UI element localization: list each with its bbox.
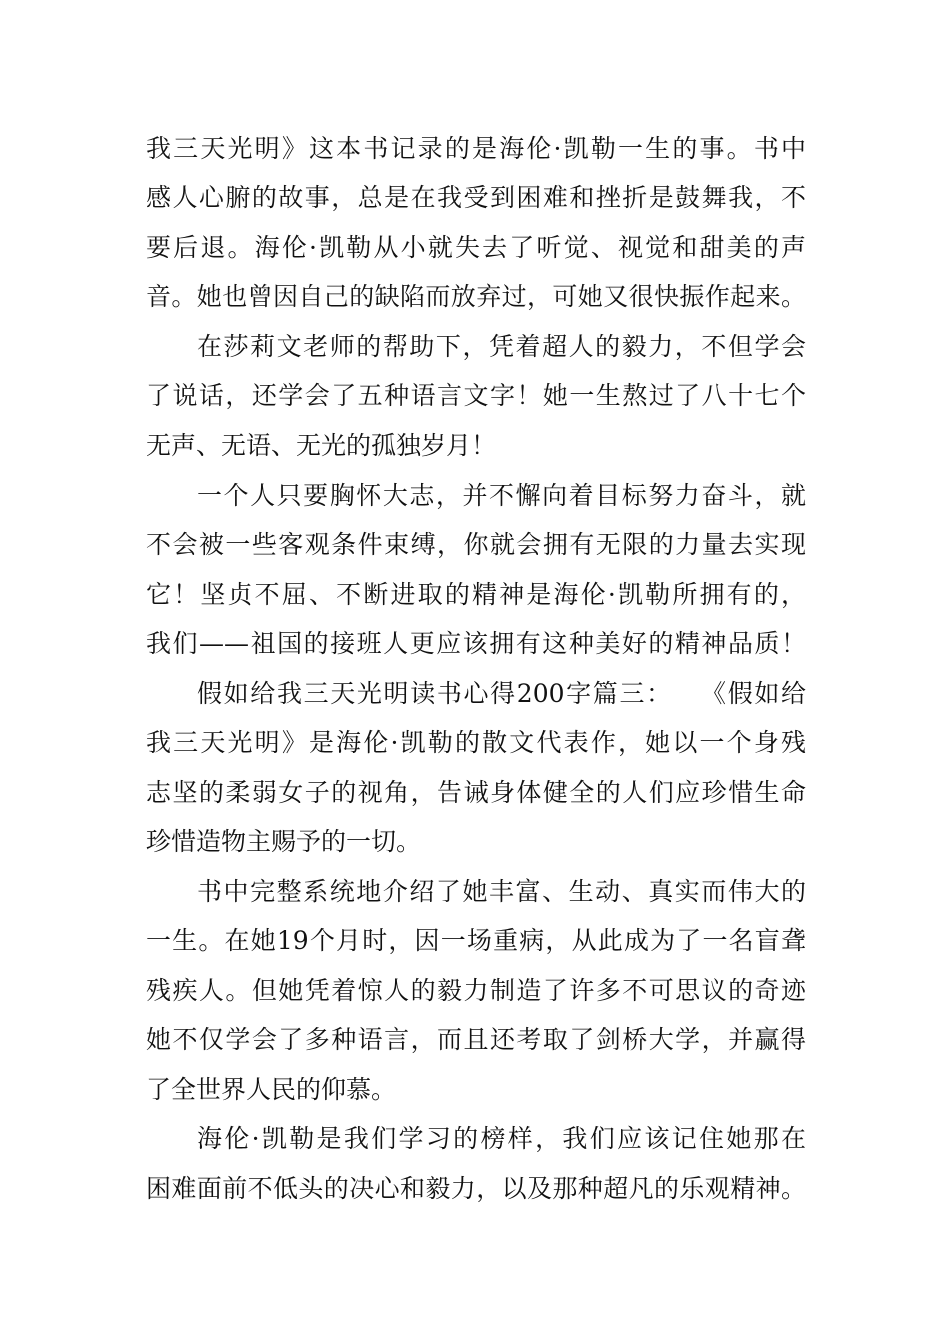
paragraph-first-line: 假如给我三天光明读书心得200字篇三： 《假如给	[197, 679, 806, 708]
text-line: 一生。在她19个月时，因一场重病，从此成为了一名盲聋	[146, 926, 806, 955]
text-line: 音。她也曾因自己的缺陷而放弃过，可她又很快振作起来。	[146, 282, 806, 311]
text-line: 了全世界人民的仰慕。	[146, 1075, 397, 1104]
text-line: 残疾人。但她凭着惊人的毅力制造了许多不可思议的奇迹	[146, 976, 806, 1005]
text-line: 感人心腑的故事，总是在我受到困难和挫折是鼓舞我，不	[146, 183, 806, 212]
text-line: 珍惜造物主赐予的一切。	[146, 827, 422, 856]
text-line: 我们——祖国的接班人更应该拥有这种美好的精神品质！	[146, 629, 806, 658]
text-line: 不会被一些客观条件束缚，你就会拥有无限的力量去实现	[146, 530, 806, 559]
text-line: 了说话，还学会了五种语言文字！她一生熬过了八十七个	[146, 381, 806, 410]
paragraph-first-line: 一个人只要胸怀大志，并不懈向着目标努力奋斗，就	[197, 481, 806, 510]
text-line: 要后退。海伦·凯勒从小就失去了听觉、视觉和甜美的声	[146, 233, 806, 262]
paragraph-first-line: 在莎莉文老师的帮助下，凭着超人的毅力，不但学会	[197, 332, 806, 361]
paragraph-first-line: 书中完整系统地介绍了她丰富、生动、真实而伟大的	[197, 877, 806, 906]
text-line: 它！坚贞不屈、不断进取的精神是海伦·凯勒所拥有的，	[146, 580, 806, 609]
paragraph-first-line: 海伦·凯勒是我们学习的榜样，我们应该记住她那在	[197, 1124, 806, 1153]
text-line: 困难面前不低头的决心和毅力，以及那种超凡的乐观精神。	[146, 1174, 806, 1203]
text-line: 我三天光明》是海伦·凯勒的散文代表作，她以一个身残	[146, 728, 806, 757]
text-line: 她不仅学会了多种语言，而且还考取了剑桥大学，并赢得	[146, 1025, 806, 1054]
text-line: 志坚的柔弱女子的视角，告诫身体健全的人们应珍惜生命	[146, 778, 806, 807]
text-line: 我三天光明》这本书记录的是海伦·凯勒一生的事。书中	[146, 134, 806, 163]
text-line: 无声、无语、无光的孤独岁月！	[146, 431, 497, 460]
